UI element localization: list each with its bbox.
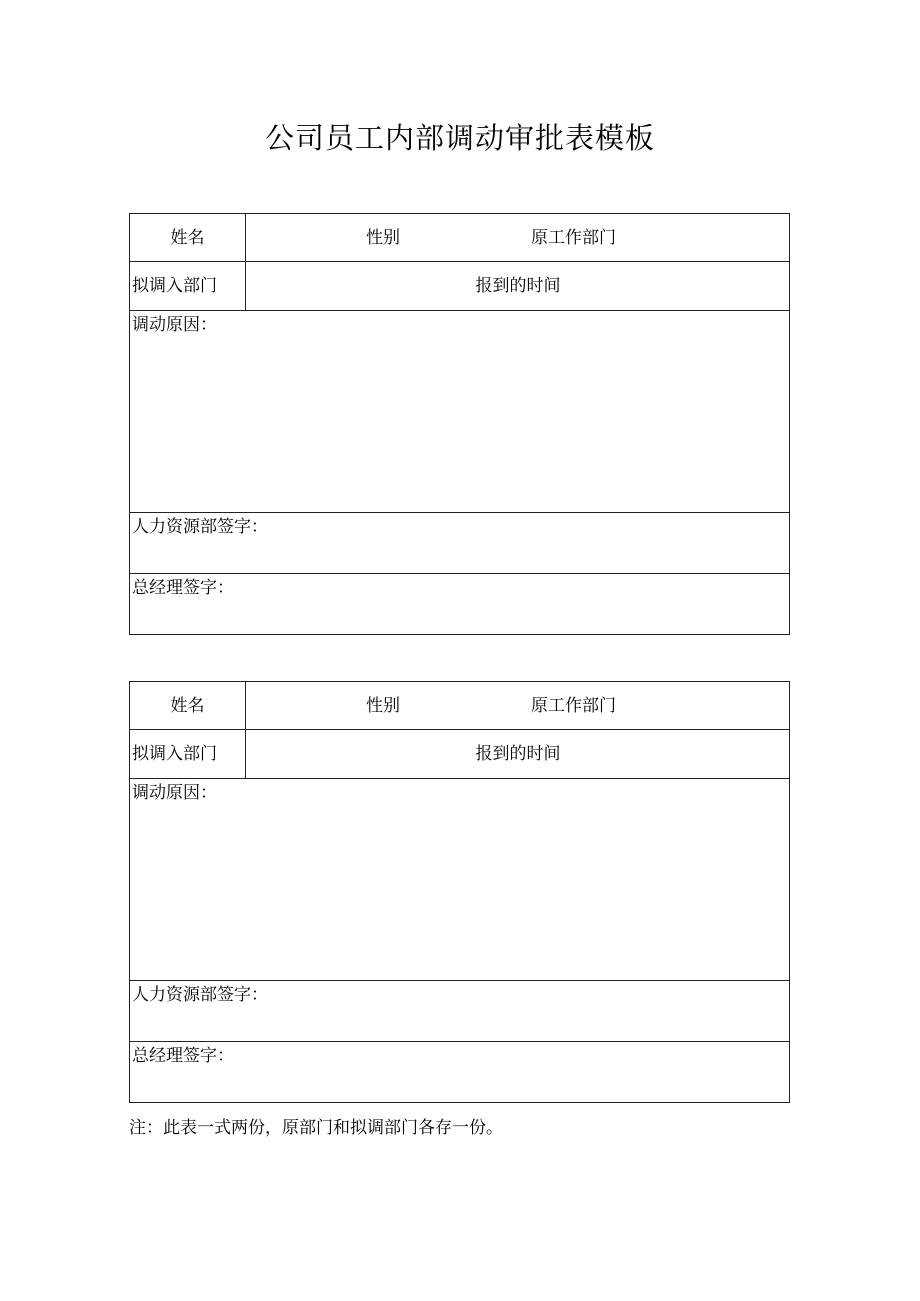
original-dept-label: 原工作部门 (531, 696, 616, 716)
target-dept-label: 拟调入部门 (132, 744, 217, 764)
name-label: 姓名 (170, 696, 205, 716)
transfer-form-1 (129, 213, 790, 635)
gender-label: 性别 (366, 696, 400, 716)
gm-signature-field[interactable] (130, 574, 789, 634)
transfer-form-2 (129, 681, 790, 1103)
form-row-basic-info (130, 214, 789, 262)
hr-signature-field[interactable] (130, 513, 789, 574)
report-time-label: 报到的时间 (475, 744, 561, 764)
report-time-label: 报到的时间 (475, 276, 561, 296)
column-divider (245, 214, 246, 311)
page-title: 公司员工内部调动审批表模板 (264, 121, 655, 155)
target-dept-label: 拟调入部门 (132, 276, 217, 296)
original-dept-label: 原工作部门 (531, 228, 616, 248)
column-divider (245, 682, 246, 779)
hr-signature-label: 人力资源部签字： (132, 985, 268, 1005)
form-row-transfer-info (130, 730, 789, 779)
gm-signature-label: 总经理签字： (132, 1046, 234, 1066)
reason-label: 调动原因： (132, 783, 217, 803)
form-row-basic-info (130, 682, 789, 730)
name-label: 姓名 (170, 228, 205, 248)
hr-signature-field[interactable] (130, 981, 789, 1042)
gender-label: 性别 (366, 228, 400, 248)
reason-field[interactable] (130, 779, 789, 981)
form-row-transfer-info (130, 262, 789, 311)
gm-signature-field[interactable] (130, 1042, 789, 1102)
hr-signature-label: 人力资源部签字： (132, 517, 268, 537)
reason-label: 调动原因： (132, 315, 217, 335)
gm-signature-label: 总经理签字： (132, 578, 234, 598)
footnote: 注：此表一式两份，原部门和拟调部门各存一份。 (129, 1118, 503, 1138)
reason-field[interactable] (130, 311, 789, 513)
